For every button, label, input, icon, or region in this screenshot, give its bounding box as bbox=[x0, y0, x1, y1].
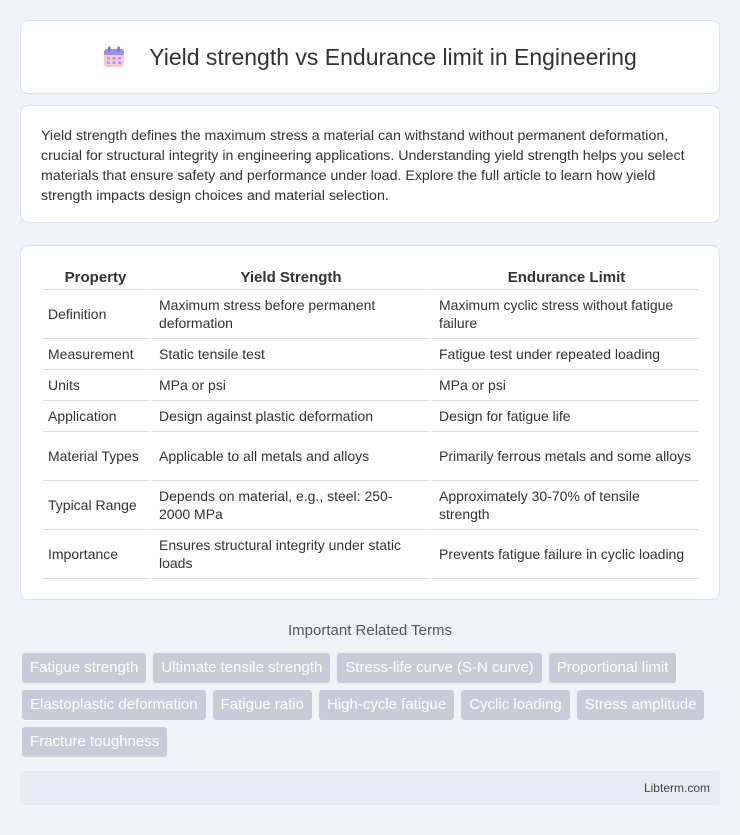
comparison-card bbox=[20, 245, 720, 600]
page-title: Yield strength vs Endurance limit in Engineering bbox=[149, 43, 637, 70]
row-endurance: Approximately 30-70% of tensile strength bbox=[428, 481, 699, 530]
row-endurance: Prevents fatigue failure in cyclic loading bbox=[428, 530, 699, 579]
table-row bbox=[43, 370, 699, 401]
row-property: Importance bbox=[43, 530, 148, 579]
header-yield-strength: Yield Strength bbox=[148, 266, 428, 290]
row-property: Typical Range bbox=[43, 481, 148, 530]
header-endurance-limit: Endurance Limit bbox=[428, 266, 699, 290]
header-card bbox=[20, 20, 720, 94]
row-property: Definition bbox=[43, 290, 148, 339]
term-tag[interactable]: Fatigue strength bbox=[22, 653, 146, 683]
term-tag[interactable]: Stress-life curve (S-N curve) bbox=[337, 653, 541, 683]
row-yield: Depends on material, e.g., steel: 250-2000 MPa bbox=[148, 481, 428, 530]
related-terms-list bbox=[22, 653, 722, 757]
comparison-table bbox=[43, 266, 699, 579]
table-row bbox=[43, 401, 699, 432]
row-endurance: Maximum cyclic stress without fatigue failure bbox=[428, 290, 699, 339]
row-yield: Design against plastic deformation bbox=[148, 401, 428, 432]
intro-card bbox=[20, 105, 720, 223]
table-row bbox=[43, 481, 699, 530]
term-tag[interactable]: High-cycle fatigue bbox=[319, 690, 454, 720]
row-endurance: Primarily ferrous metals and some alloys bbox=[428, 432, 699, 481]
row-endurance: Design for fatigue life bbox=[428, 401, 699, 432]
intro-text: Yield strength defines the maximum stress a material can withstand without permanent deformation, crucial for structural integrity in engineering applications. Understanding yield strength helps you select materials that ensure safety and performance under load. Explore the full article to learn how yield strength impacts design choices and material selection. bbox=[41, 128, 685, 204]
term-tag[interactable]: Fracture toughness bbox=[22, 727, 167, 757]
table-row bbox=[43, 432, 699, 481]
row-yield: Maximum stress before permanent deformation bbox=[148, 290, 428, 339]
term-tag[interactable]: Ultimate tensile strength bbox=[153, 653, 330, 683]
table-row bbox=[43, 339, 699, 370]
related-terms-title: Important Related Terms bbox=[288, 622, 452, 639]
row-yield: Static tensile test bbox=[148, 339, 428, 370]
row-yield: Applicable to all metals and alloys bbox=[148, 432, 428, 481]
table-row bbox=[43, 290, 699, 339]
row-endurance: MPa or psi bbox=[428, 370, 699, 401]
footer bbox=[20, 771, 720, 805]
term-tag[interactable]: Elastoplastic deformation bbox=[22, 690, 206, 720]
row-yield: Ensures structural integrity under static loads bbox=[148, 530, 428, 579]
term-tag[interactable]: Stress amplitude bbox=[577, 690, 705, 720]
term-tag[interactable]: Fatigue ratio bbox=[213, 690, 312, 720]
row-property: Measurement bbox=[43, 339, 148, 370]
table-row bbox=[43, 530, 699, 579]
footer-link[interactable]: Libterm.com bbox=[643, 781, 710, 795]
row-property: Application bbox=[43, 401, 148, 432]
calendar-icon bbox=[103, 46, 125, 68]
row-yield: MPa or psi bbox=[148, 370, 428, 401]
header-property: Property bbox=[43, 266, 148, 290]
row-property: Units bbox=[43, 370, 148, 401]
row-property: Material Types bbox=[43, 432, 148, 481]
term-tag[interactable]: Cyclic loading bbox=[461, 690, 570, 720]
row-endurance: Fatigue test under repeated loading bbox=[428, 339, 699, 370]
term-tag[interactable]: Proportional limit bbox=[549, 653, 677, 683]
